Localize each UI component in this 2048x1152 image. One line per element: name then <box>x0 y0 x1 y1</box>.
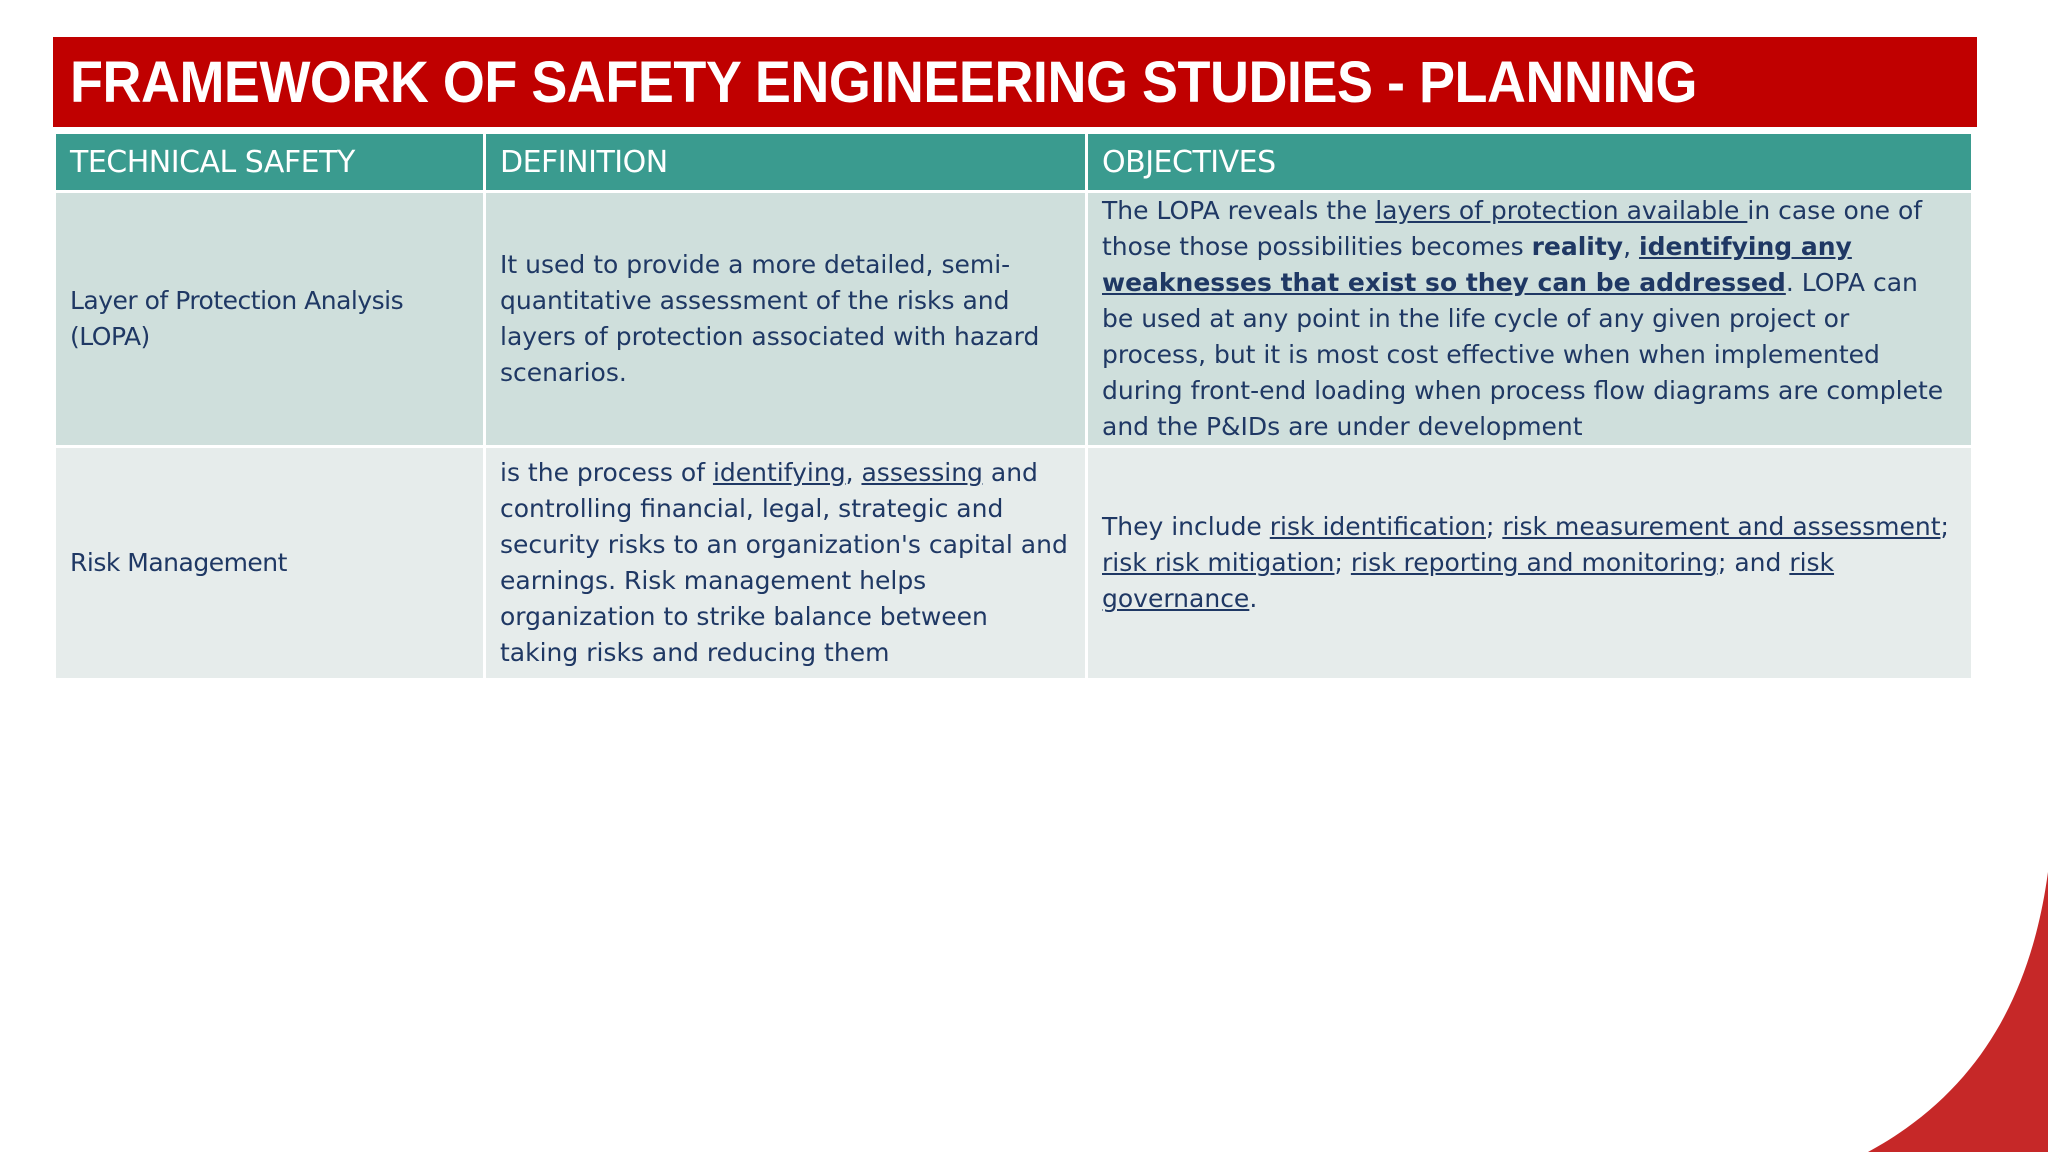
text: , <box>845 458 862 487</box>
link-risk-mitigation[interactable]: risk risk mitigation <box>1102 548 1335 577</box>
link-risk-identification[interactable]: risk identification <box>1269 512 1486 541</box>
link-risk-governance[interactable]: risk governance <box>1102 548 1835 613</box>
text: and controlling financial, legal, strategic and security risks to an organization's capital and earnings. Risk management helps organization to strike balance between taking risks and reducing them <box>500 458 1068 667</box>
bold-reality: reality <box>1531 232 1624 261</box>
text: The LOPA reveals the <box>1102 196 1376 225</box>
row-definition-risk-management <box>485 447 1087 680</box>
corner-swoosh <box>1868 872 2048 1152</box>
row-objectives-risk-management <box>1087 447 1973 680</box>
row-definition-lopa: It used to provide a more detailed, semi-quantitative assessment of the risks and layers of protection associated with hazard scenarios. <box>485 192 1087 447</box>
text: ; and <box>1717 548 1790 577</box>
table-header-row <box>55 133 1973 192</box>
header-definition: DEFINITION <box>485 133 1087 192</box>
corner-decoration <box>1868 872 2048 1152</box>
text: in case one of those those possibilities becomes <box>1102 196 1923 261</box>
link-identifying[interactable]: identifying <box>712 458 846 487</box>
title-bar <box>53 37 1977 127</box>
row-name-lopa: Layer of Protection Analysis (LOPA) <box>55 192 485 447</box>
text: ; <box>1940 512 1949 541</box>
text: , <box>1623 232 1640 261</box>
link-risk-reporting[interactable]: risk reporting and monitoring <box>1350 548 1718 577</box>
text: is the process of <box>500 458 713 487</box>
text: . LOPA can be used at any point in the life cycle of any given project or process, but it is most cost effective when when implemented during front-end loading when process flow diagrams are complete and the P&IDs are under development <box>1102 268 1944 441</box>
link-assessing[interactable]: assessing <box>861 458 983 487</box>
table-row <box>55 447 1973 680</box>
link-risk-measurement[interactable]: risk measurement and assessment <box>1502 512 1941 541</box>
text: . <box>1249 584 1258 613</box>
link-layers-of-protection[interactable]: layers of protection available <box>1375 196 1748 225</box>
text: ; <box>1334 548 1351 577</box>
row-objectives-lopa <box>1087 192 1973 447</box>
header-technical-safety: TECHNICAL SAFETY <box>55 133 485 192</box>
text: They include <box>1102 512 1270 541</box>
page-title: FRAMEWORK OF SAFETY ENGINEERING STUDIES - PLANNING <box>70 49 1697 115</box>
table-row <box>55 192 1973 447</box>
header-objectives: OBJECTIVES <box>1087 133 1973 192</box>
row-name-risk-management: Risk Management <box>55 447 485 680</box>
text: ; <box>1485 512 1503 541</box>
link-identifying-weaknesses[interactable]: identifying any weaknesses that exist so they can be addressed <box>1102 232 1852 297</box>
safety-table <box>53 131 1974 681</box>
